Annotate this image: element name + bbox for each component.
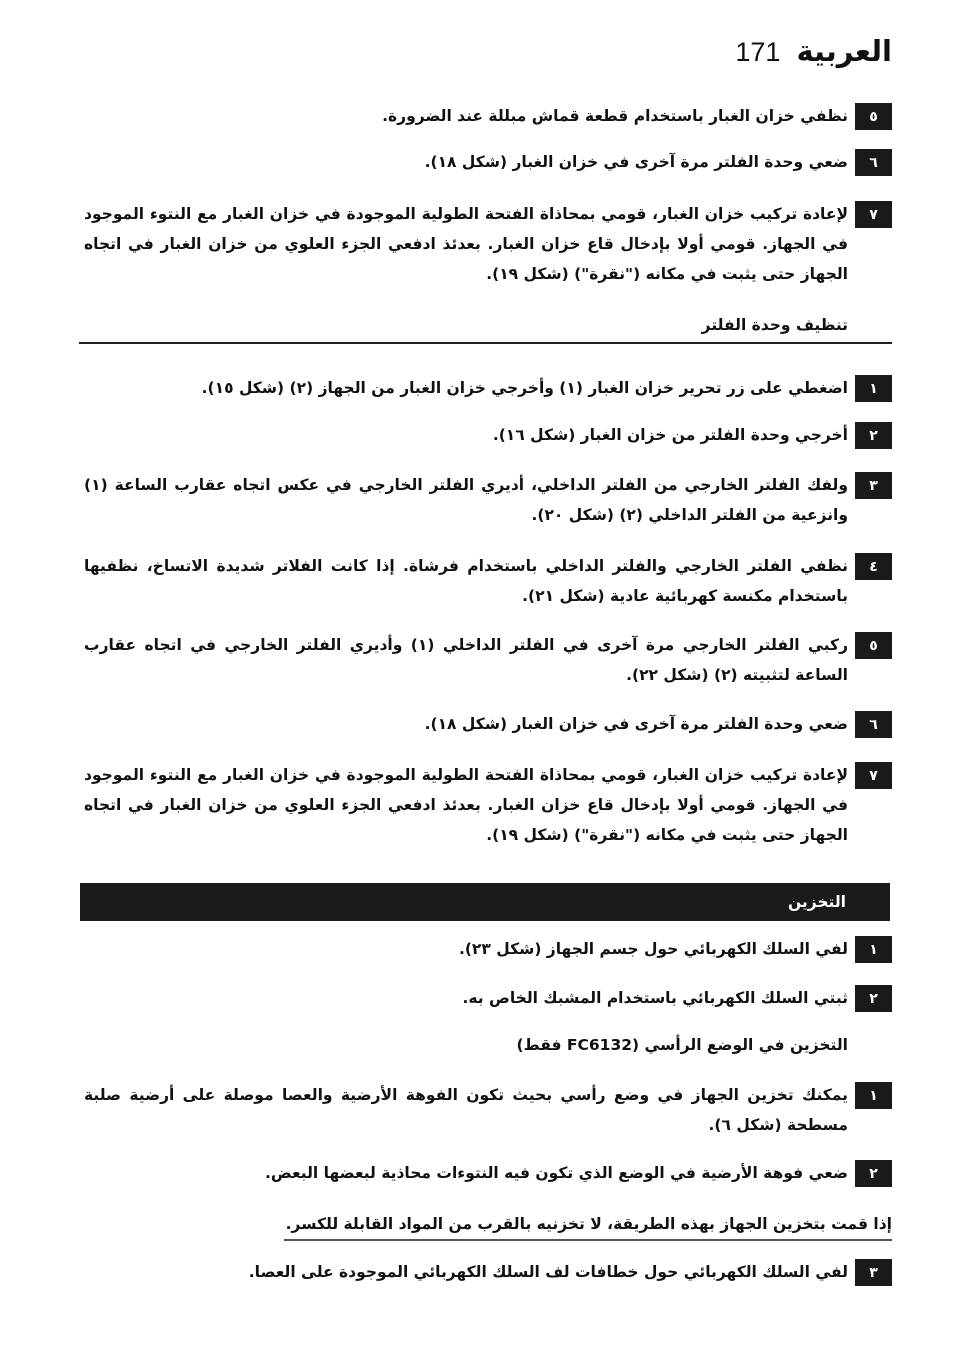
page-number: 171 <box>735 37 781 67</box>
page-header <box>735 34 892 68</box>
caution-note: إذا قمت بتخزين الجهاز بهذه الطريقة، لا تخزنيه بالقرب من المواد القابلة للكسر. <box>284 1211 892 1241</box>
step-number: ٦ <box>855 711 892 738</box>
step-text: ضعي وحدة الفلتر مرة آخرى في خزان الغبار (شكل ١٨). <box>424 153 848 171</box>
step-text: اضغطي على زر تحرير خزان الغبار (١) وأخرجي خزان الغبار من الجهاز (٢) (شكل ١٥). <box>201 379 848 397</box>
step-text: لإعادة تركيب خزان الغبار، قومي بمحاذاة الفتحة الطولية الموجودة في خزان الغبار مع النتوء الموجود في الجهاز. قومي أولا بإدخال قاع خزان الغبار. بعدئذ ادفعي الجزء العلوي من خزان الغبار في اتجاه الجهاز حتى يثبت في مكانه ("نقرة") (شكل ١٩). <box>84 766 848 844</box>
step-number: ٢ <box>855 1160 892 1187</box>
step-number: ٥ <box>855 103 892 130</box>
step-number: ٦ <box>855 149 892 176</box>
list-item <box>84 1160 892 1188</box>
step-text: نظفي خزان الغبار باستخدام قطعة قماش مبللة عند الضرورة. <box>382 107 848 125</box>
list-item <box>84 422 892 450</box>
list-item <box>84 375 892 403</box>
step-text: يمكنك تخزين الجهاز في وضع رأسي بحيث تكون الفوهة الأرضية والعصا موصلة على أرضية صلبة مسطحة (شكل ٦). <box>84 1086 848 1134</box>
step-number: ٤ <box>855 553 892 580</box>
divider <box>79 342 892 344</box>
step-text: لفي السلك الكهربائي حول خطافات لف السلك الكهربائي الموجودة على العصا. <box>248 1263 848 1281</box>
step-number: ٢ <box>855 985 892 1012</box>
step-text: أخرجي وحدة الفلتر من خزان الغبار (شكل ١٦). <box>492 426 848 444</box>
subheading-vertical-storage: التخزين في الوضع الرأسي (FC6132 فقط) <box>516 1036 848 1054</box>
list-item <box>84 553 892 611</box>
step-text: ضعي وحدة الفلتر مرة آخرى في خزان الغبار (شكل ١٨). <box>424 715 848 733</box>
step-text: ضعي فوهة الأرضية في الوضع الذي تكون فيه النتوءات محاذية لبعضها البعض. <box>264 1164 848 1182</box>
list-item <box>84 103 892 131</box>
section-title-text: التخزين <box>787 893 846 911</box>
language-title: العربية <box>796 34 892 68</box>
step-number: ٥ <box>855 632 892 659</box>
list-item <box>84 149 892 177</box>
list-item <box>84 472 892 530</box>
step-text: نظفي الفلتر الخارجي والفلتر الداخلي باستخدام فرشاة. إذا كانت الفلاتر شديدة الاتساخ، نظفيها باستخدام مكنسة كهربائية عادية (شكل ٢١). <box>84 557 848 605</box>
list-item <box>84 632 892 690</box>
list-item <box>84 711 892 739</box>
list-item <box>84 936 892 964</box>
step-number: ٣ <box>855 472 892 499</box>
list-item <box>84 1082 892 1140</box>
step-text: لإعادة تركيب خزان الغبار، قومي بمحاذاة الفتحة الطولية الموجودة في خزان الغبار مع النتوء الموجود في الجهاز. قومي أولا بإدخال قاع خزان الغبار. بعدئذ ادفعي الجزء العلوي من خزان الغبار في اتجاه الجهاز حتى يثبت في مكانه ("نقرة") (شكل ١٩). <box>84 205 848 283</box>
list-item <box>84 201 892 289</box>
list-item <box>84 762 892 850</box>
list-item <box>84 985 892 1013</box>
section-heading-filter: تنظيف وحدة الفلتر <box>701 316 848 334</box>
step-number: ٧ <box>855 201 892 228</box>
section-title-storage <box>80 883 890 921</box>
step-number: ١ <box>855 1082 892 1109</box>
step-text: ركبي الفلتر الخارجي مرة آخرى في الفلتر الداخلي (١) وأديري الفلتر الخارجي في اتجاه عقارب الساعة لتثبيته (٢) (شكل ٢٢). <box>84 636 848 684</box>
step-number: ٣ <box>855 1259 892 1286</box>
step-text: ولفك الفلتر الخارجي من الفلتر الداخلي، أديري الفلتر الخارجي في عكس اتجاه عقارب الساعة (١) وانزعية من الفلتر الداخلي (٢) (شكل ٢٠). <box>84 476 848 524</box>
step-number: ٧ <box>855 762 892 789</box>
step-number: ١ <box>855 375 892 402</box>
step-text: لفي السلك الكهربائي حول جسم الجهاز (شكل ٢٣). <box>458 940 848 958</box>
step-number: ١ <box>855 936 892 963</box>
list-item <box>84 1259 892 1287</box>
step-number: ٢ <box>855 422 892 449</box>
step-text: ثبتي السلك الكهربائي باستخدام المشبك الخاص به. <box>462 989 848 1007</box>
